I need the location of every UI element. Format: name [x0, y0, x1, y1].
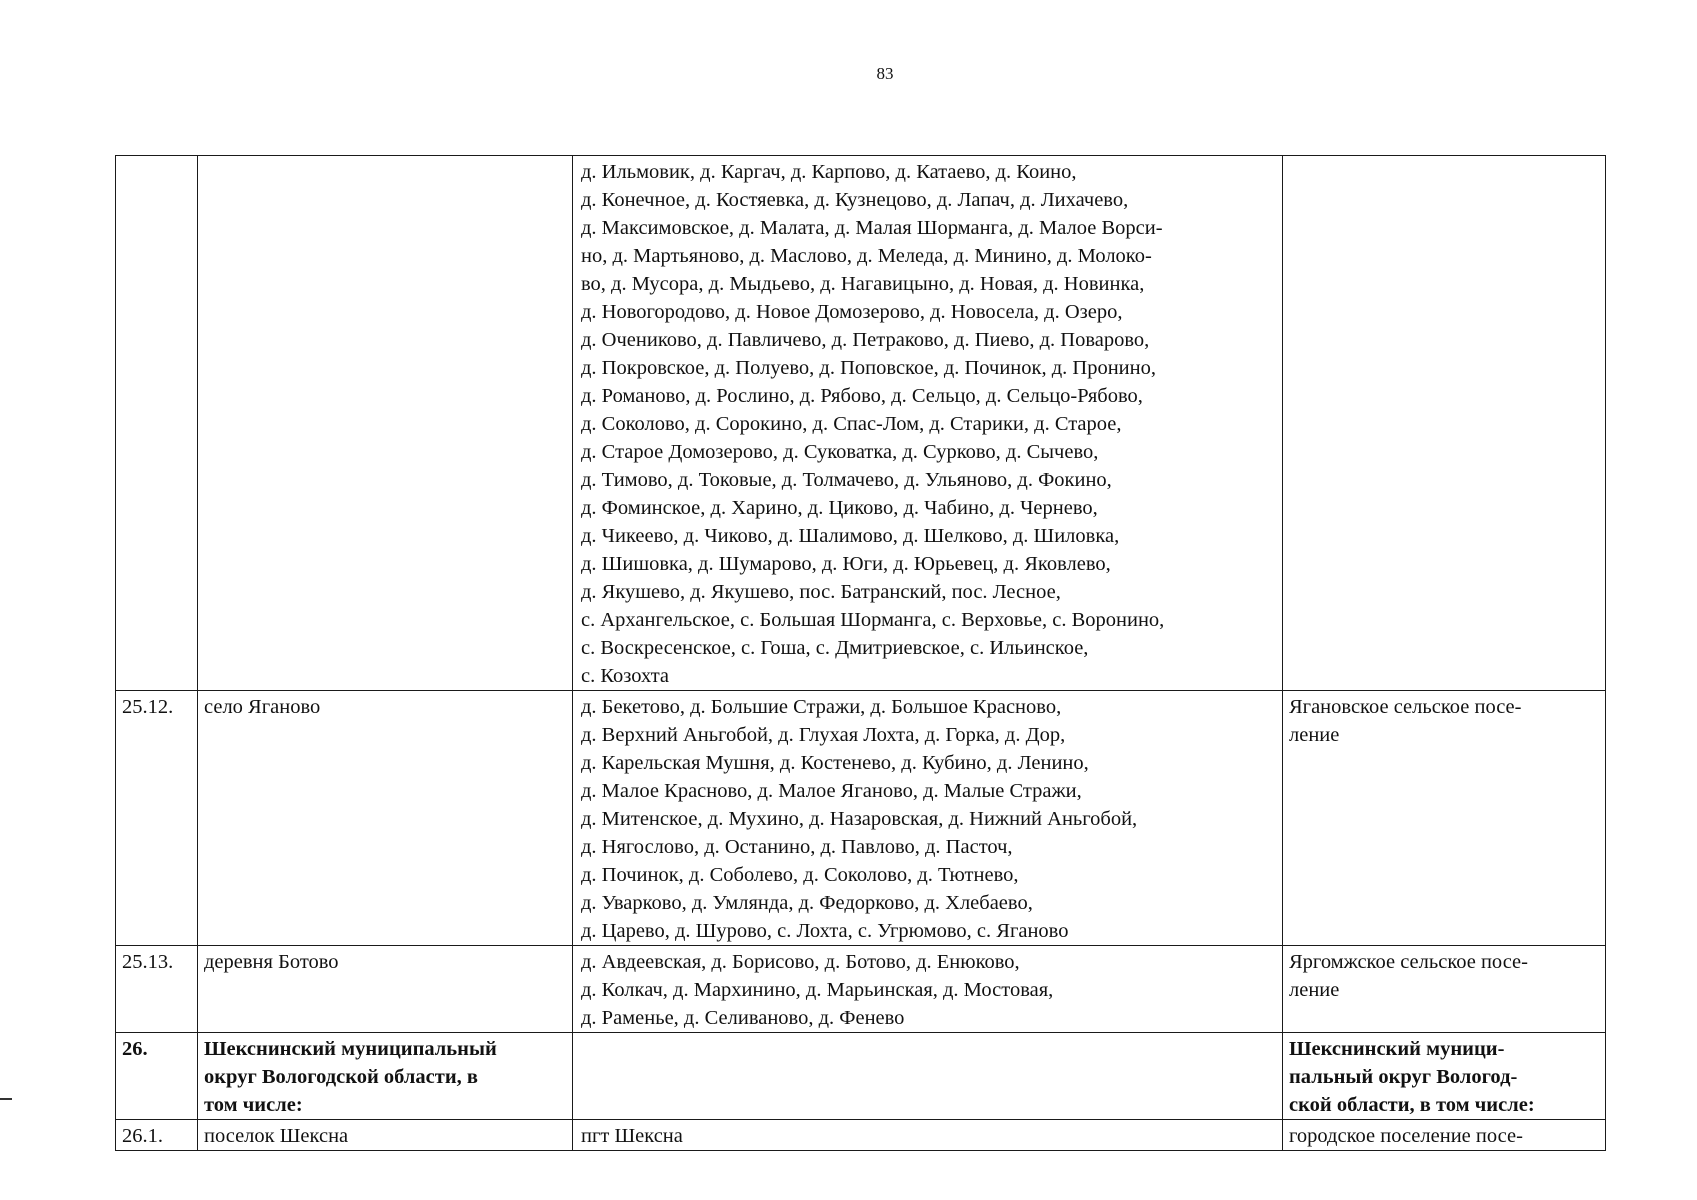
settlement-line: д. Шишовка, д. Шумарово, д. Юги, д. Юрьевец, д. Яковлево, [581, 553, 1111, 575]
table-row [116, 691, 1606, 946]
settlement-line: д. Новогородово, д. Новое Домозерово, д. Новосела, д. Озеро, [581, 301, 1123, 323]
settlement-line: д. Покровское, д. Полуево, д. Поповское, д. Починок, д. Пронино, [581, 357, 1157, 379]
name-line: округ Вологодской области, в [204, 1066, 478, 1088]
municipality-line: городское поселение посе- [1289, 1125, 1523, 1147]
municipality-line: Яргомжское сельское посе- [1289, 951, 1528, 973]
row-number-cell: 25.12. [116, 691, 198, 946]
settlements-list-cell [573, 156, 1283, 691]
settlement-line: д. Соколово, д. Сорокино, д. Спас-Лом, д. Старики, д. Старое, [581, 413, 1122, 435]
settlement-line: д. Якушево, д. Якушево, пос. Батранский, пос. Лесное, [581, 581, 1061, 603]
table-row [116, 1033, 1606, 1120]
municipality-cell [1283, 156, 1606, 691]
row-number-cell: 26. [116, 1033, 198, 1120]
row-number-cell: 26.1. [116, 1120, 198, 1151]
settlement-line: д. Конечное, д. Костяевка, д. Кузнецово, д. Лапач, д. Лихачево, [581, 189, 1129, 211]
municipality-line: Шекснинский муници- [1289, 1038, 1505, 1060]
municipality-cell [1283, 691, 1606, 946]
settlement-line: д. Нягослово, д. Останино, д. Павлово, д. Пасточ, [581, 836, 1013, 858]
settlement-name-cell [198, 156, 573, 691]
settlement-line: д. Романово, д. Рослино, д. Рябово, д. Сельцо, д. Сельцо-Рябово, [581, 385, 1143, 407]
settlement-line: д. Тимово, д. Токовые, д. Толмачево, д. Ульяново, д. Фокино, [581, 469, 1112, 491]
settlement-line: пгт Шексна [581, 1125, 683, 1147]
municipality-cell [1283, 1033, 1606, 1120]
table-row [116, 156, 1606, 691]
name-line: том числе: [204, 1094, 303, 1116]
settlement-line: д. Царево, д. Шурово, с. Лохта, с. Угрюмово, с. Яганово [581, 920, 1069, 942]
municipality-line: ление [1289, 724, 1340, 746]
municipality-cell [1283, 946, 1606, 1033]
settlements-list-cell [573, 1120, 1283, 1151]
table-row [116, 946, 1606, 1033]
settlement-line: д. Карельская Мушня, д. Костенево, д. Кубино, д. Ленино, [581, 752, 1089, 774]
settlement-line: д. Колкач, д. Мархинино, д. Марьинская, д. Мостовая, [581, 979, 1054, 1001]
settlements-list-cell [573, 1033, 1283, 1120]
settlement-line: но, д. Мартьяново, д. Маслово, д. Меледа, д. Минино, д. Молоко- [581, 245, 1152, 267]
settlement-name-cell: поселок Шексна [198, 1120, 573, 1151]
name-line: Шекснинский муниципальный [204, 1038, 497, 1060]
settlement-name-cell: село Яганово [198, 691, 573, 946]
settlement-line: с. Воскресенское, с. Гоша, с. Дмитриевское, с. Ильинское, [581, 637, 1089, 659]
settlement-line: д. Митенское, д. Мухино, д. Назаровская, д. Нижний Аньгобой, [581, 808, 1138, 830]
settlements-list-cell [573, 946, 1283, 1033]
settlement-name-cell: деревня Ботово [198, 946, 573, 1033]
row-number-cell [116, 156, 198, 691]
settlement-line: д. Раменье, д. Селиваново, д. Фенево [581, 1007, 905, 1029]
settlements-table [115, 155, 1606, 1151]
page-number: 83 [876, 64, 894, 83]
settlement-line: д. Починок, д. Соболево, д. Соколово, д. Тютнево, [581, 864, 1019, 886]
settlement-line: д. Старое Домозерово, д. Суковатка, д. Сурково, д. Сычево, [581, 441, 1099, 463]
settlement-line: д. Чикеево, д. Чиково, д. Шалимово, д. Шелково, д. Шиловка, [581, 525, 1120, 547]
settlement-line: во, д. Мусора, д. Мыдьево, д. Нагавицыно, д. Новая, д. Новинка, [581, 273, 1145, 295]
settlement-line: д. Очениково, д. Павличево, д. Петраково, д. Пиево, д. Поварово, [581, 329, 1150, 351]
settlements-list-cell [573, 691, 1283, 946]
row-number-cell: 25.13. [116, 946, 198, 1033]
scan-mark [0, 1098, 12, 1100]
municipality-cell [1283, 1120, 1606, 1151]
settlement-line: д. Верхний Аньгобой, д. Глухая Лохта, д. Горка, д. Дор, [581, 724, 1066, 746]
settlement-name-cell [198, 1033, 573, 1120]
municipality-line: Ягановское сельское посе- [1289, 696, 1522, 718]
settlement-line: д. Бекетово, д. Большие Стражи, д. Большое Красново, [581, 696, 1062, 718]
settlement-line: д. Ильмовик, д. Каргач, д. Карпово, д. Катаево, д. Коино, [581, 161, 1077, 183]
settlement-line: с. Архангельское, с. Большая Шорманга, с. Верховье, с. Воронино, [581, 609, 1165, 631]
municipality-line: ление [1289, 979, 1340, 1001]
municipality-line: пальный округ Вологод- [1289, 1066, 1518, 1088]
municipality-line: ской области, в том числе: [1289, 1094, 1535, 1116]
settlement-line: д. Фоминское, д. Харино, д. Циково, д. Чабино, д. Чернево, [581, 497, 1098, 519]
settlement-line: д. Авдеевская, д. Борисово, д. Ботово, д. Енюково, [581, 951, 1020, 973]
table-row [116, 1120, 1606, 1151]
settlement-line: с. Козохта [581, 665, 670, 687]
settlement-line: д. Уварково, д. Умлянда, д. Федорково, д. Хлебаево, [581, 892, 1033, 914]
settlement-line: д. Максимовское, д. Малата, д. Малая Шорманга, д. Малое Ворси- [581, 217, 1163, 239]
settlement-line: д. Малое Красново, д. Малое Яганово, д. Малые Стражи, [581, 780, 1082, 802]
